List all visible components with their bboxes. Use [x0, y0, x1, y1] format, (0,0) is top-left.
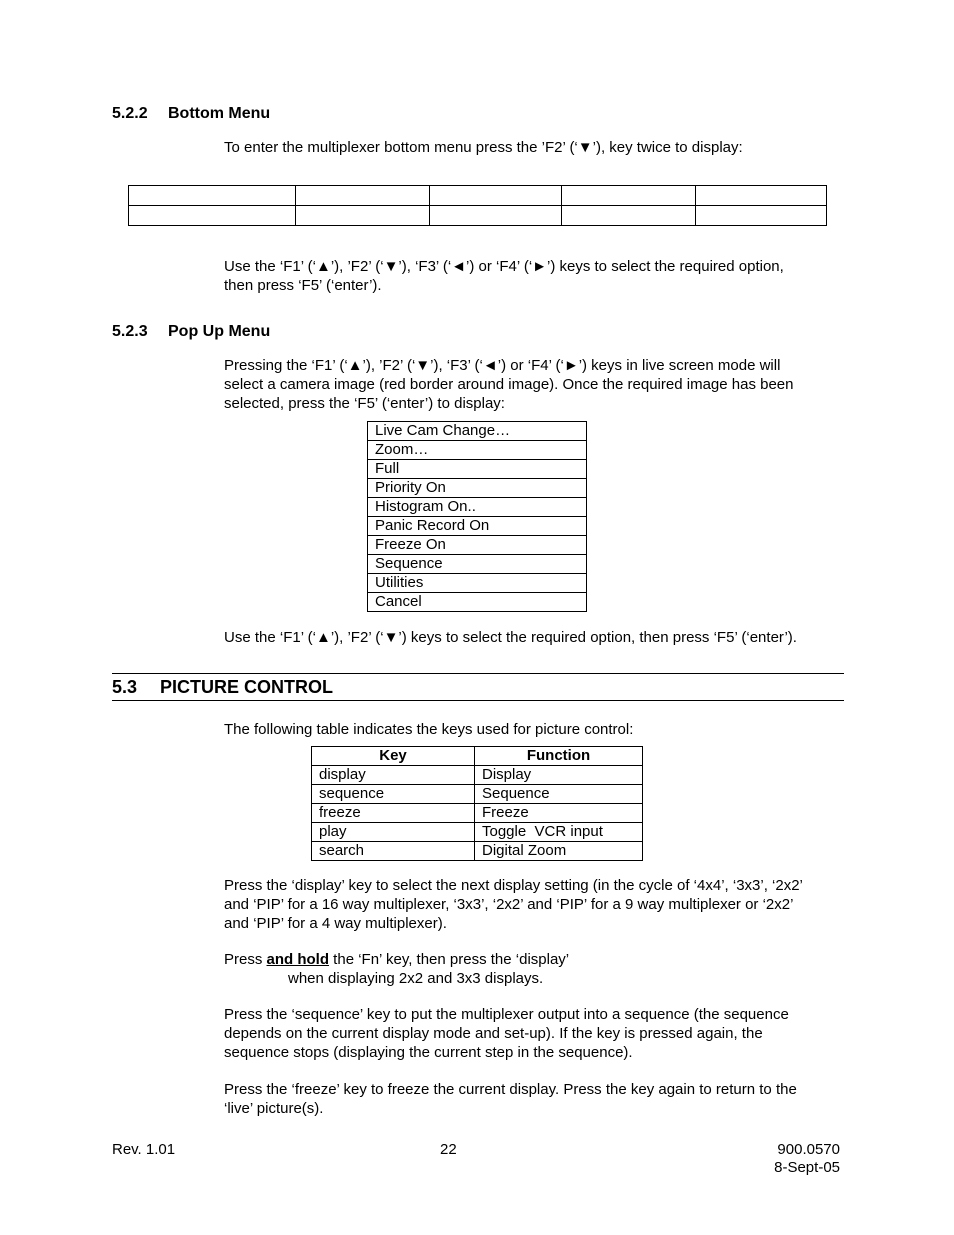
function-cell: Digital Zoom — [475, 842, 643, 861]
menu-item: Panic Record On — [368, 517, 587, 536]
table-row — [129, 206, 827, 226]
text-line: Press the ‘freeze’ key to freeze the current display. Press the key again to return to the — [224, 1081, 797, 1098]
text-span: the ‘Fn’ key, then press the ‘display’ — [329, 951, 570, 968]
table-cell — [696, 186, 827, 206]
footer-revision: Rev. 1.01 — [112, 1141, 176, 1158]
table-row — [368, 498, 587, 517]
text-span: Press — [224, 951, 267, 968]
menu-item: Freeze On — [368, 536, 587, 555]
text-line: ‘live’ picture(s). — [224, 1100, 324, 1117]
text-line: Use the ‘F1’ (‘▲’), ’F2’ (‘▼’), ‘F3’ (‘◄’) or ‘F4’ (‘►’) keys to select the required option, — [224, 258, 784, 275]
table-row — [312, 785, 643, 804]
table-cell — [296, 206, 430, 226]
table-row — [368, 479, 587, 498]
popup-menu-table — [367, 421, 587, 612]
function-cell: Display — [475, 766, 643, 785]
heading-title: Bottom Menu — [168, 105, 271, 122]
function-cell: Freeze — [475, 804, 643, 823]
popup-menu-instruction: Use the ‘F1’ (‘▲’), ’F2’ (‘▼’) keys to select the required option, then press ‘F5’ (‘enter’). — [224, 629, 797, 646]
table-cell — [129, 186, 296, 206]
heading-number: 5.2.3 — [112, 323, 148, 340]
menu-item: Utilities — [368, 574, 587, 593]
function-cell: Toggle VCR input — [475, 823, 643, 842]
table-cell — [562, 206, 696, 226]
table-header-row — [312, 747, 643, 766]
column-header-key: Key — [312, 747, 475, 766]
menu-item: Live Cam Change… — [368, 422, 587, 441]
heading-number: 5.2.2 — [112, 105, 148, 122]
text-line: Press the ‘sequence’ key to put the multiplexer output into a sequence (the sequence — [224, 1006, 789, 1023]
menu-item: Priority On — [368, 479, 587, 498]
bottom-menu-table — [128, 185, 827, 226]
text-line: and ‘PIP’ for a 16 way multiplexer, ‘3x3’, ‘2x2’ and ‘PIP’ for a 9 way multiplexer or ‘2x2’ — [224, 896, 794, 913]
text-line: select a camera image (red border around image). Once the required image has been — [224, 376, 794, 393]
menu-item: Full — [368, 460, 587, 479]
emphasis-text: and hold — [266, 951, 330, 968]
text-line: and ‘PIP’ for a 4 way multiplexer). — [224, 915, 447, 932]
text-line — [224, 950, 844, 969]
footer-doc-info — [774, 1141, 840, 1177]
table-row — [368, 422, 587, 441]
table-cell — [562, 186, 696, 206]
key-cell: search — [312, 842, 475, 861]
table-row — [312, 823, 643, 842]
heading-title: PICTURE CONTROL — [160, 677, 333, 697]
bottom-menu-intro: To enter the multiplexer bottom menu press the ’F2’ (‘▼’), key twice to display: — [224, 139, 743, 156]
table-row — [368, 536, 587, 555]
table-row — [312, 804, 643, 823]
table-row — [312, 766, 643, 785]
table-cell — [129, 206, 296, 226]
key-cell: play — [312, 823, 475, 842]
table-row — [312, 842, 643, 861]
picture-control-table — [311, 746, 643, 861]
text-line: Press the ‘display’ key to select the next display setting (in the cycle of ‘4x4’, ‘3x3’, ‘2x2’ — [224, 877, 803, 894]
key-cell: freeze — [312, 804, 475, 823]
key-cell: sequence — [312, 785, 475, 804]
table-row — [368, 555, 587, 574]
menu-item: Histogram On.. — [368, 498, 587, 517]
table-row — [368, 460, 587, 479]
table-row — [368, 593, 587, 612]
table-row — [368, 517, 587, 536]
footer-date: 8-Sept-05 — [774, 1159, 840, 1176]
table-cell — [430, 186, 562, 206]
footer-doc-number: 900.0570 — [777, 1141, 840, 1158]
text-line: sequence stops (displaying the current step in the sequence). — [224, 1044, 633, 1061]
table-cell — [430, 206, 562, 226]
hold-key-paragraph — [224, 950, 844, 988]
text-line: when displaying 2x2 and 3x3 displays. — [288, 970, 544, 987]
freeze-key-paragraph — [224, 1080, 844, 1118]
text-line: then press ‘F5’ (‘enter’). — [224, 277, 382, 294]
footer-page-number: 22 — [440, 1141, 457, 1158]
popup-menu-intro — [224, 356, 844, 413]
heading-number: 5.3 — [112, 677, 138, 697]
text-line: depends on the current display mode and set-up). If the key is pressed again, the — [224, 1025, 763, 1042]
menu-item: Cancel — [368, 593, 587, 612]
picture-control-intro: The following table indicates the keys used for picture control: — [224, 721, 634, 738]
text-line: Pressing the ‘F1’ (‘▲’), ’F2’ (‘▼’), ‘F3’ (‘◄’) or ‘F4’ (‘►’) keys in live screen mode will — [224, 357, 781, 374]
bottom-menu-instruction — [224, 257, 844, 295]
menu-item: Sequence — [368, 555, 587, 574]
heading-5-2-3 — [112, 323, 270, 341]
sequence-key-paragraph — [224, 1005, 844, 1062]
heading-title: Pop Up Menu — [168, 323, 271, 340]
heading-5-3 — [112, 673, 844, 701]
display-key-paragraph — [224, 876, 849, 933]
table-row — [368, 574, 587, 593]
table-row — [368, 441, 587, 460]
table-cell — [296, 186, 430, 206]
table-cell — [696, 206, 827, 226]
text-line: selected, press the ‘F5’ (‘enter’) to display: — [224, 395, 505, 412]
table-row — [129, 186, 827, 206]
function-cell: Sequence — [475, 785, 643, 804]
key-cell: display — [312, 766, 475, 785]
menu-item: Zoom… — [368, 441, 587, 460]
heading-5-2-2 — [112, 105, 270, 123]
column-header-function: Function — [475, 747, 643, 766]
